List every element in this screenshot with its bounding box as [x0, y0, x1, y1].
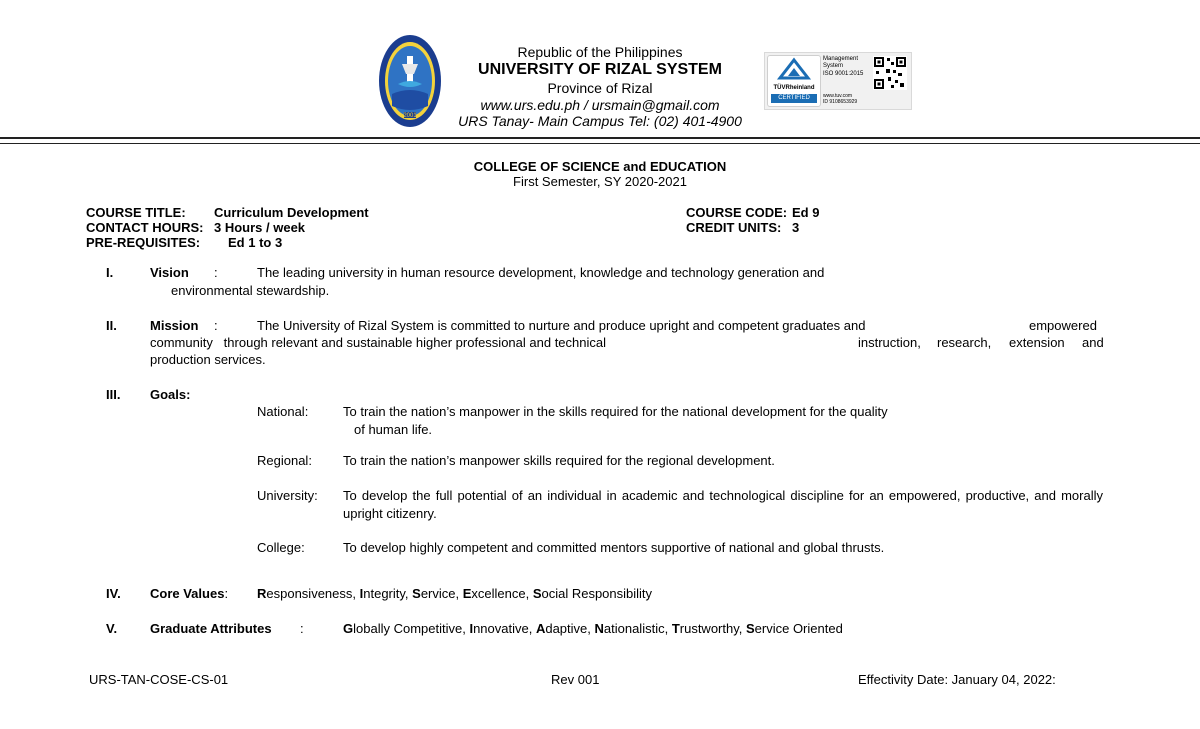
- mission-line3: production services.: [150, 352, 266, 367]
- core-value-rest: xcellence,: [471, 586, 533, 601]
- prereq-value: Ed 1 to 3: [228, 235, 283, 250]
- header-republic: Republic of the Philippines: [517, 44, 683, 60]
- credit-units-value: 3: [792, 220, 800, 235]
- iso-certification-badge: [764, 52, 912, 110]
- goal-college-label: College:: [257, 540, 305, 555]
- core-value-initial: R: [257, 586, 267, 601]
- core-value-rest: ntegrity,: [363, 586, 413, 601]
- grad-attr-rest: lobally Competitive,: [353, 621, 470, 636]
- grad-attr-initial: G: [343, 621, 354, 636]
- core-value-initial: S: [532, 586, 542, 601]
- contact-hours-label: CONTACT HOURS:: [86, 220, 204, 235]
- goals-number: III.: [106, 387, 121, 402]
- mission-label: Mission: [150, 318, 199, 333]
- core-values-label: Core Values: [150, 586, 225, 601]
- vision-number: I.: [106, 265, 114, 280]
- goal-university-label: University:: [257, 488, 318, 503]
- goal-university-line1: To develop the full potential of an individual in academic and technological discipline for an empowered, productive, and morally: [343, 488, 1103, 503]
- grad-attr-colon: :: [300, 621, 304, 636]
- grad-attr-number: V.: [106, 621, 118, 636]
- grad-attr-initial: N: [594, 621, 604, 636]
- tuv-id: ID 9108653929: [823, 99, 858, 105]
- grad-attr-rest: daptive,: [545, 621, 595, 636]
- goal-university-line2: upright citizenry.: [343, 506, 437, 521]
- mission-line1-end: empowered: [1029, 318, 1097, 333]
- grad-attr-rest: nnovative,: [473, 621, 536, 636]
- course-title-label: COURSE TITLE:: [86, 205, 186, 220]
- mission-word-extension: extension: [1009, 335, 1065, 350]
- mission-colon: :: [214, 318, 218, 333]
- course-code-value: Ed 9: [792, 205, 820, 220]
- mission-word-and: and: [1082, 335, 1104, 350]
- core-value-initial: I: [359, 586, 364, 601]
- grad-attr-rest: ervice Oriented: [754, 621, 843, 636]
- core-value-rest: ervice,: [420, 586, 463, 601]
- certified-label: CERTIFIED: [771, 94, 817, 103]
- vision-label: Vision: [150, 265, 189, 280]
- core-value-rest: ocial Responsibility: [541, 586, 653, 601]
- header-web-email: www.urs.edu.ph / ursmain@gmail.com: [480, 97, 720, 113]
- mission-line2: community through relevant and sustainable higher professional and technical: [150, 335, 606, 350]
- header-divider-bottom: [0, 143, 1200, 144]
- mission-word-research: research,: [937, 335, 992, 350]
- goal-regional-label: Regional:: [257, 453, 312, 468]
- header-campus-tel: URS Tanay- Main Campus Tel: (02) 401-4900: [458, 113, 742, 129]
- footer-effectivity-date: Effectivity Date: January 04, 2022:: [858, 672, 1056, 687]
- tuv-site: www.tuv.com: [823, 93, 853, 99]
- prereq-label: PRE-REQUISITES:: [86, 235, 201, 250]
- qr-code-icon: [873, 56, 907, 90]
- tuv-brand: TÜVRheinland: [773, 85, 815, 91]
- grad-attr-initial: T: [671, 621, 680, 636]
- core-values-text: [257, 586, 652, 602]
- goal-national-line1: To train the nation’s manpower in the skills required for the national development for the quality: [343, 404, 888, 419]
- goal-college-line1: To develop highly competent and committed mentors supportive of national and global thrusts.: [343, 540, 885, 555]
- vision-colon: :: [214, 265, 218, 280]
- mgmt-line2: System: [823, 63, 844, 69]
- course-code-label: COURSE CODE:: [686, 205, 788, 220]
- tuv-logo: [767, 55, 821, 107]
- footer-revision: Rev 001: [551, 672, 600, 687]
- college-title: COLLEGE OF SCIENCE and EDUCATION: [473, 159, 727, 174]
- mgmt-line1: Management: [823, 56, 859, 62]
- grad-attr-text: [343, 621, 843, 637]
- mission-number: II.: [106, 318, 117, 333]
- grad-attr-label: Graduate Attributes: [150, 621, 272, 636]
- core-values-heading: [150, 586, 228, 602]
- core-value-initial: S: [412, 586, 421, 601]
- header-university-name: UNIVERSITY OF RIZAL SYSTEM: [478, 61, 722, 78]
- goal-national-line2: of human life.: [354, 422, 433, 437]
- header-divider-top: [0, 137, 1200, 139]
- header-province: Province of Rizal: [547, 80, 653, 96]
- course-title-value: Curriculum Development: [214, 205, 369, 220]
- credit-units-label: CREDIT UNITS:: [686, 220, 782, 235]
- semester: First Semester, SY 2020-2021: [513, 174, 687, 189]
- goal-national-label: National:: [257, 404, 309, 419]
- grad-attr-rest: ationalistic,: [603, 621, 672, 636]
- grad-attr-initial: A: [535, 621, 546, 636]
- core-values-colon: :: [224, 586, 229, 601]
- grad-attr-rest: rustworthy,: [679, 621, 746, 636]
- footer-doc-code: URS-TAN-COSE-CS-01: [89, 672, 229, 687]
- goals-label: Goals:: [150, 387, 191, 402]
- contact-hours-value: 3 Hours / week: [214, 220, 306, 235]
- core-value-rest: esponsiveness,: [266, 586, 360, 601]
- grad-attr-initial: S: [745, 621, 755, 636]
- seal-year: 2001: [403, 113, 417, 119]
- mission-word-instruction: instruction,: [858, 335, 921, 350]
- iso-standard: ISO 9001:2015: [823, 71, 864, 77]
- goal-regional-line1: To train the nation’s manpower skills required for the regional development.: [343, 453, 775, 468]
- vision-text-line1: The leading university in human resource development, knowledge and technology generation and: [257, 265, 825, 280]
- core-values-number: IV.: [106, 586, 121, 601]
- grad-attr-initial: I: [469, 621, 474, 636]
- core-value-initial: E: [462, 586, 472, 601]
- mission-line1: The University of Rizal System is committed to nurture and produce upright and competent graduates and: [257, 318, 866, 333]
- vision-text-line2: environmental stewardship.: [171, 283, 330, 298]
